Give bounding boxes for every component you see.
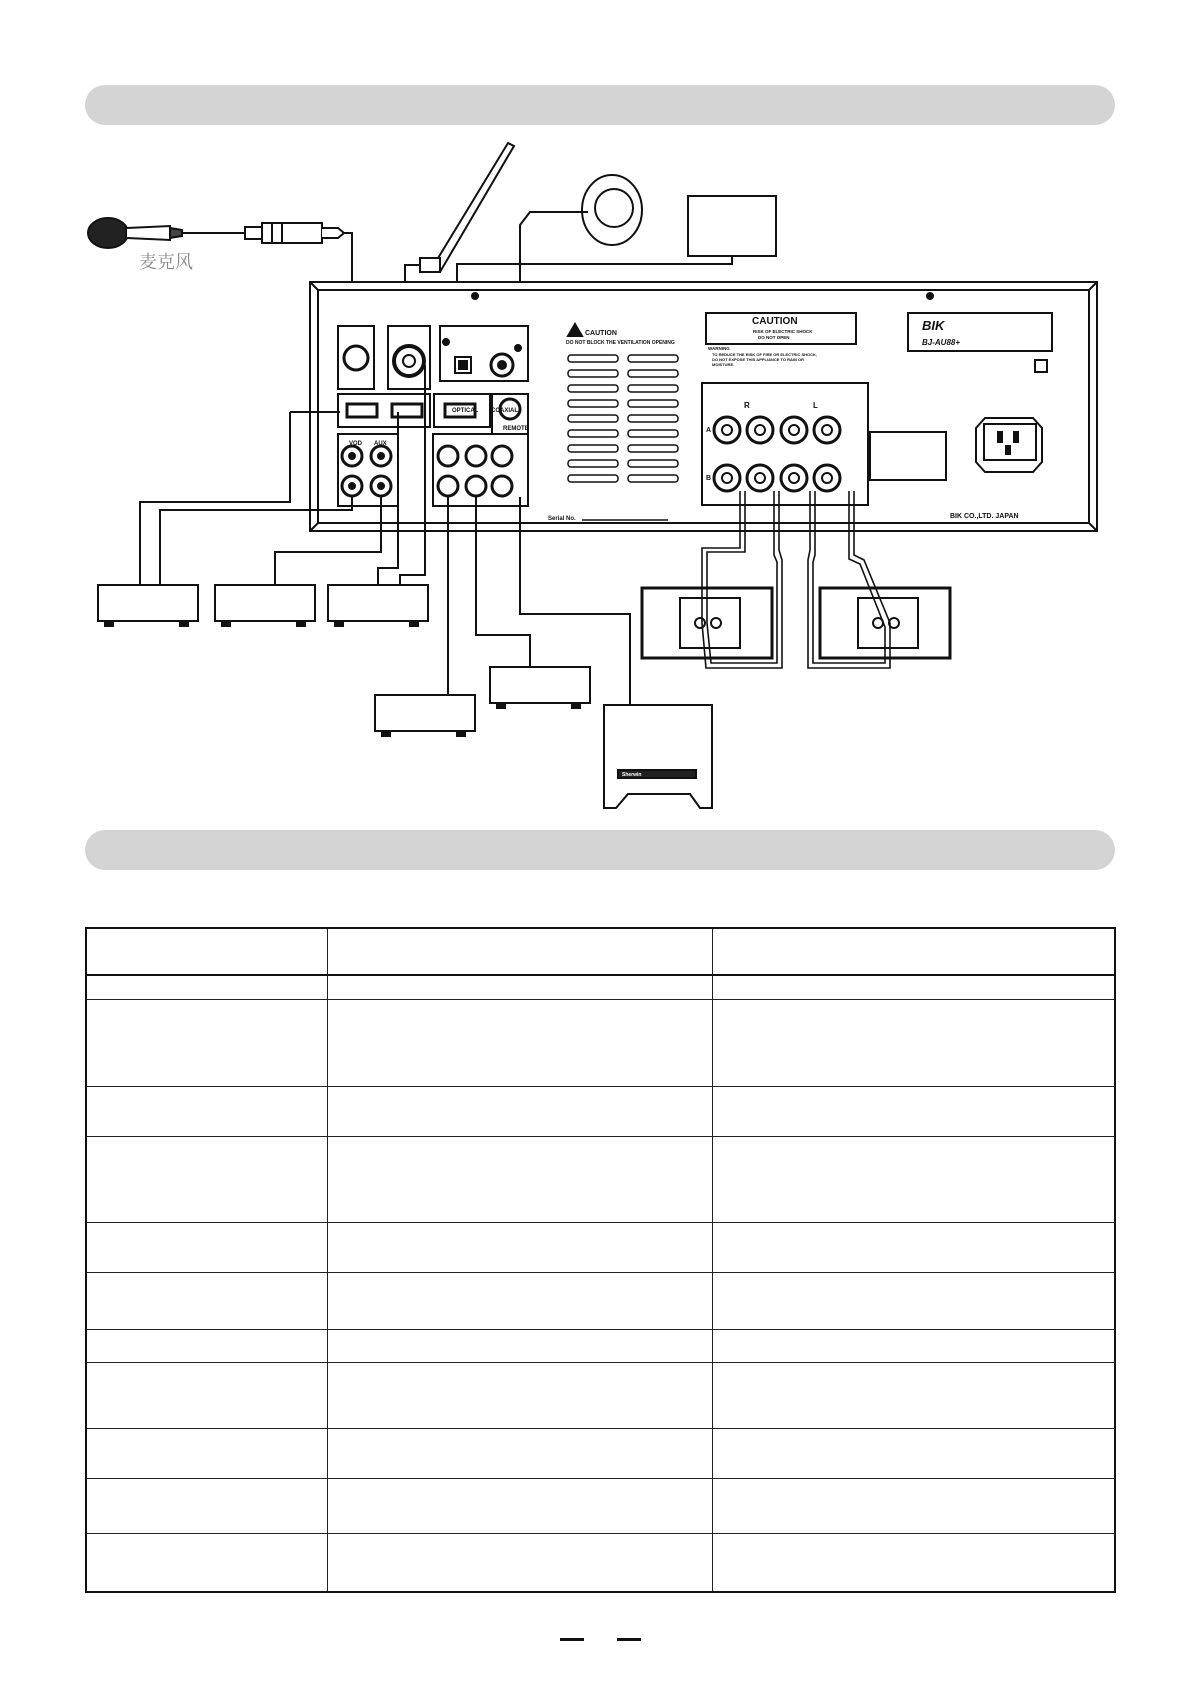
speaker-a-label: A — [706, 427, 712, 434]
brand-logo: BIK — [922, 318, 945, 333]
spec-table — [85, 927, 1116, 1593]
caution-box-sub2: DO NOT OPEN — [758, 335, 790, 340]
warning-title: WARNING — [708, 346, 730, 351]
page-number-mark — [617, 1638, 641, 1641]
caution-box-sub1: RISK OF ELECTRIC SHOCK — [753, 329, 813, 334]
vent-caution-text: DO NOT BLOCK THE VENTILATION OPENING — [566, 340, 675, 346]
section-header-band-bottom — [85, 830, 1115, 870]
aux-label: AUX — [374, 441, 387, 447]
table-column-divider — [712, 929, 713, 1591]
table-row — [87, 1428, 1114, 1429]
warning-line1: TO REDUCE THE RISK OF FIRE OR ELECTRIC SHOCK, — [712, 352, 818, 357]
company-label: BIK CO.,LTD. JAPAN — [950, 513, 1019, 520]
amplifier-rear-panel — [310, 282, 1097, 531]
remote-label: REMOTE — [503, 426, 529, 432]
table-row — [87, 1362, 1114, 1363]
optical-label: OPTICAL — [452, 408, 479, 414]
speaker-l-label: L — [813, 401, 818, 410]
table-row — [87, 1478, 1114, 1479]
caution-box-title: CAUTION — [752, 316, 798, 327]
serial-label: Serial No. — [548, 516, 576, 522]
table-row — [87, 1329, 1114, 1330]
warning-line2: DO NOT EXPOSE THIS APPLIANCE TO RAIN OR — [712, 357, 805, 362]
subwoofer-brand: Sherwin — [622, 772, 642, 778]
speaker-b-label: B — [706, 475, 712, 482]
connection-diagram — [0, 0, 1191, 830]
vod-label: VOD — [349, 441, 363, 447]
table-row — [87, 1533, 1114, 1534]
table-row — [87, 1222, 1114, 1223]
table-row — [87, 1136, 1114, 1137]
speaker-r-label: R — [744, 401, 750, 410]
page-number-mark — [560, 1638, 584, 1641]
microphone-label: 麦克风 — [139, 252, 193, 273]
table-header-row — [87, 929, 1114, 976]
vent-caution-title: CAUTION — [585, 330, 617, 337]
table-column-divider — [327, 929, 328, 1591]
table-row — [87, 1086, 1114, 1087]
warning-line3: MOISTURE. — [712, 362, 735, 367]
model-label: BJ-AU88+ — [922, 338, 961, 347]
coaxial-label: COAXIAL — [491, 408, 518, 414]
table-row — [87, 999, 1114, 1000]
table-row — [87, 1272, 1114, 1273]
